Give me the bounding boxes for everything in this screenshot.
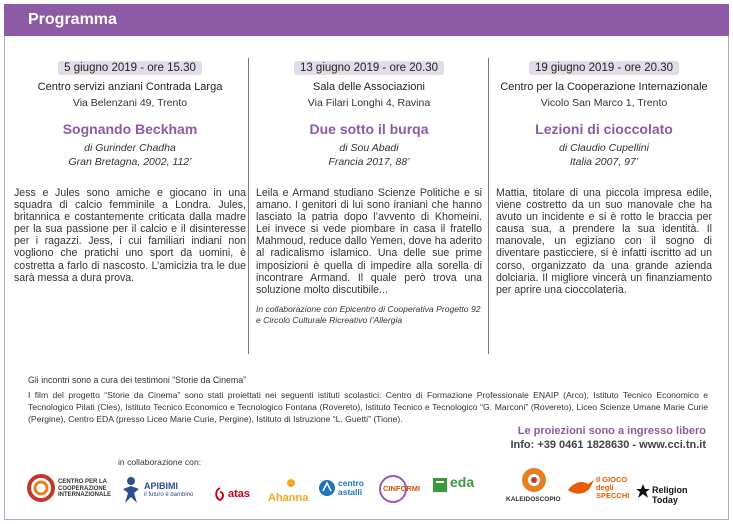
apibimi-figure-icon (120, 475, 142, 505)
kaleidoscopio-logo (506, 466, 562, 508)
event-column-1 (14, 58, 246, 284)
bird-icon (566, 472, 596, 502)
event-date: 5 giugno 2019 - ore 15.30 (58, 61, 202, 75)
event-address: Via Filari Longhi 4, Ravina (307, 97, 431, 109)
column-divider (248, 58, 249, 354)
religion-today-star-icon (636, 484, 650, 498)
column-divider (488, 58, 489, 354)
religion-today-name: Religion Today (652, 485, 688, 505)
cci-logo-mark (26, 471, 56, 505)
centro-astalli-logo (318, 474, 376, 504)
ahanna-name: Ahanna (268, 492, 309, 504)
astalli-circle-icon (318, 477, 336, 499)
event-date: 19 giugno 2019 - ore 20.30 (529, 61, 679, 75)
film-title: Lezioni di cioccolato (535, 121, 673, 137)
eda-name: eda (450, 474, 475, 490)
kaleidoscopio-name: KALEIDOSCOPIO (506, 496, 561, 503)
apibimi-tagline: il futuro è bambino (144, 492, 194, 498)
atas-logo (214, 481, 264, 505)
event-venue: Sala delle Associazioni (313, 81, 425, 93)
film-country-year: Gran Bretagna, 2002, 112’ (68, 156, 192, 168)
event-venue: Centro servizi anziani Contrada Larga (37, 81, 223, 93)
apibimi-logo (120, 475, 205, 505)
film-director: di Gurinder Chadha (84, 142, 176, 154)
film-title: Sognando Beckham (62, 121, 198, 137)
cci-logo (26, 471, 116, 505)
collaboration-note: In collaborazione con Epicentro di Cooperativa Progetto 92 e Circolo Culturale Ricreativo l’Allergia (256, 303, 481, 325)
event-address: Via Belenzani 49, Trento (72, 97, 188, 109)
astalli-name: centro astalli (338, 478, 364, 497)
cinformi-logo (378, 474, 430, 504)
curated-by-text: Gli incontri sono a cura dei testimoni “Storie da Cinema” (28, 375, 247, 385)
event-venue: Centro per la Cooperazione Internazionale (500, 81, 708, 93)
cinformi-name: CINFORMI (383, 484, 421, 493)
religion-today-logo (636, 480, 712, 506)
event-column-3 (496, 58, 712, 296)
film-director: di Sou Abadi (339, 142, 399, 154)
event-date: 13 giugno 2019 - ore 20.30 (294, 61, 444, 75)
header-bar (4, 4, 729, 36)
film-synopsis: Jess e Jules sono amiche e giocano in una squadra di calcio femminile a Londra. Jules, britannica e costantemente criticata dalla madre per la sua passione per il calcio e il disinteresse per i ragazzi. Jess, i cui familiari indiani non vogliono che pratichi uno sport da uomini, è costretta a farlo di nascosto. L’amicizia tra le due sarà messa a dura prova. (14, 187, 246, 284)
eda-book-icon (432, 476, 448, 494)
gioco-degli-specchi-logo (566, 470, 632, 506)
film-synopsis: Leila e Armand studiano Scienze Politiche e si amano. I genitori di lui sono iraniani che hanno lasciato la patria dopo l’avvento di Khomeini. Lei invece si vede piombare in casa il fratello Mahmoud, reduce dallo Yemen, dove ha aderito al radicalismo islamico. Una delle sue prime imposizioni è quella di impedire alla sorella di incontrare Armand. Il quale però trova una soluzione molto discutibile... (256, 187, 482, 296)
cci-logo-text: CENTRO PER LA COOPERAZIONE INTERNAZIONALE (58, 479, 111, 498)
film-director: di Claudio Cupellini (559, 142, 649, 154)
ahanna-figure-icon (281, 478, 301, 492)
film-synopsis: Mattia, titolare di una piccola impresa edile, viene costretto da un suo manovale che ha avuto un incidente e si è rotto le braccia per causa sua, a prendere la sua identità. Il manovale, un egiziano con il sogno di diventare pasticciere, si è infatti iscritto ad un corso, organizzato da una grande azienda dolciaria. Il migliore vincerà un finanziamento per aprire una cioccolateria. (496, 187, 712, 296)
schools-text: I film del progetto “Storie da Cinema” sono stati proiettati nei seguenti istituti scolastici: Centro di Formazione Professionale ENAIP (Arco), Istituto Tecnico Economico e Tecnologico Pilati (Cles), Istituto Tecnico Economico e Tecnologico Fontana (Rovereto), Istituto Tecnico e Tecnologico “G. Marconi” (Rovereto), Liceo Scienze Umane Marie Curie (Pergine), Centro EDA (presso Liceo Marie Curie, Pergine), Istituto di Istruzione “L. Guetti” (Tione). (28, 390, 708, 424)
atas-name: atas (228, 488, 251, 500)
gioco-specchi-name: Il GIOCO degli SPECCHI (596, 475, 630, 500)
film-country-year: Francia 2017, 88’ (328, 156, 410, 168)
event-column-2 (256, 58, 482, 326)
ahanna-logo (266, 478, 316, 506)
apibimi-name: APIBIMI (144, 481, 179, 491)
film-country-year: Italia 2007, 97’ (569, 156, 639, 168)
atas-swirl-icon (214, 487, 226, 501)
kaleidoscopio-flower-icon (520, 466, 548, 494)
film-title: Due sotto il burqa (309, 121, 429, 137)
page-title: Programma (28, 11, 117, 28)
free-entry-text: Le proiezioni sono a ingresso libero (517, 425, 706, 437)
eda-logo (432, 472, 492, 504)
in-collaboration-label: in collaborazione con: (118, 457, 202, 467)
event-address: Vicolo San Marco 1, Trento (540, 97, 668, 109)
contact-info: Info: +39 0461 1828630 - www.cci.tn.it (510, 439, 706, 451)
